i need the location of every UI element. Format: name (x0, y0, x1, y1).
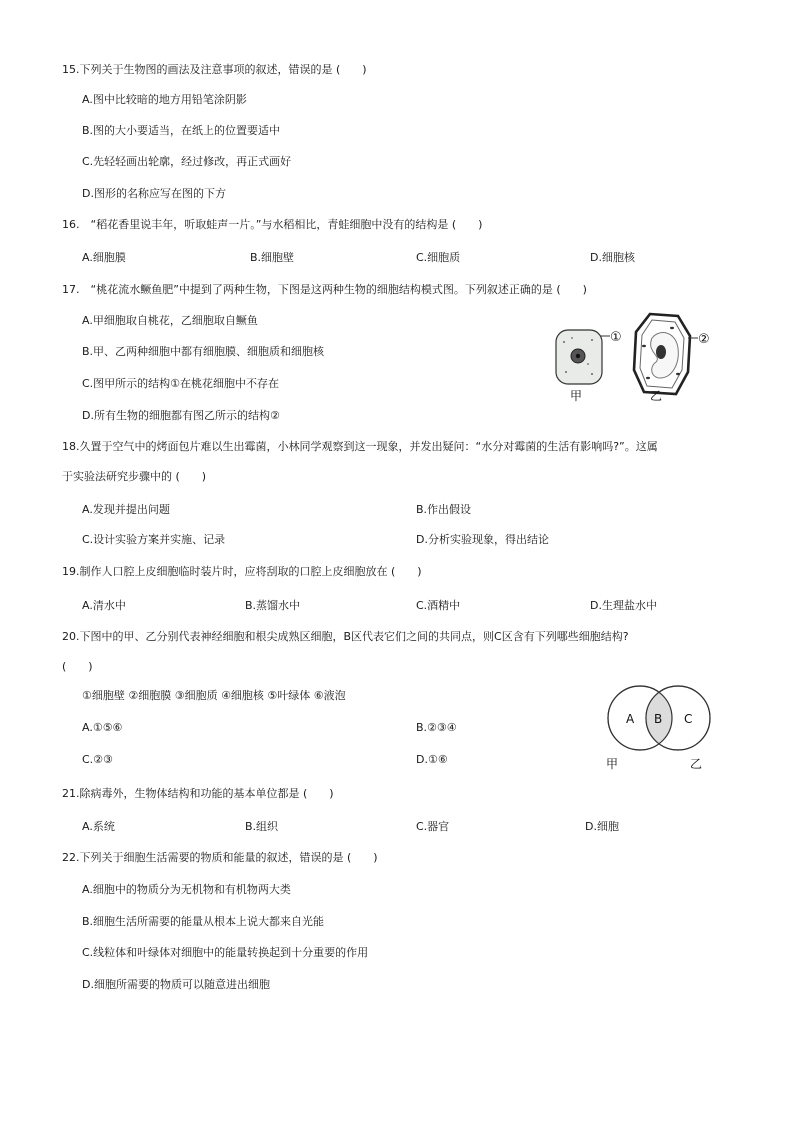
q16-option-a: A.细胞膜 (82, 251, 126, 264)
q20-stem-line2: ( ) (62, 660, 93, 673)
q21-option-b: B.组织 (245, 820, 279, 833)
q17-mark-2: ② (698, 332, 710, 347)
q19-option-c: C.酒精中 (416, 599, 461, 612)
q17-cell-diagram (548, 308, 720, 408)
venn-region-c: C (684, 712, 693, 726)
q18-option-c: C.设计实验方案并实施、记录 (82, 533, 226, 546)
q21-option-d: D.细胞 (585, 820, 619, 833)
venn-label-yi: 乙 (690, 757, 703, 771)
q22-option-b: B.细胞生活所需要的能量从根本上说大都来自光能 (82, 915, 325, 928)
q21-option-a: A.系统 (82, 820, 115, 833)
q22-option-a: A.细胞中的物质分为无机物和有机物两大类 (82, 883, 291, 896)
q19-option-a: A.清水中 (82, 599, 126, 612)
q20-option-a: A.①⑤⑥ (82, 721, 123, 734)
q18-stem-line1: 18.久置于空气中的烤面包片难以生出霉菌，小林同学观察到这一现象，并发出疑问：“水分对霉菌的生活有影响吗?”。这属 (62, 440, 658, 453)
q20-venn-diagram (604, 680, 720, 776)
q20-option-d: D.①⑥ (416, 753, 448, 766)
q15-option-c: C.先轻轻画出轮廓，经过修改，再正式画好 (82, 155, 292, 168)
q20-option-b: B.②③④ (416, 721, 457, 734)
q18-option-a: A.发现并提出问题 (82, 503, 170, 516)
q20-option-c: C.②③ (82, 753, 113, 766)
q21-option-c: C.器官 (416, 820, 450, 833)
q17-label-yi: 乙 (650, 389, 663, 403)
q18-stem-line2: 于实验法研究步骤中的 ( ) (62, 470, 207, 483)
q22-option-d: D.细胞所需要的物质可以随意进出细胞 (82, 978, 270, 991)
q17-label-jia: 甲 (570, 389, 583, 403)
q19-stem: 19.制作人口腔上皮细胞临时装片时，应将刮取的口腔上皮细胞放在 ( ) (62, 565, 422, 578)
q22-option-c: C.线粒体和叶绿体对细胞中的能量转换起到十分重要的作用 (82, 946, 369, 959)
q15-stem: 15.下列关于生物图的画法及注意事项的叙述，错误的是 ( ) (62, 63, 367, 76)
q17-option-d: D.所有生物的细胞都有图乙所示的结构② (82, 409, 280, 422)
q22-stem: 22.下列关于细胞生活需要的物质和能量的叙述，错误的是 ( ) (62, 851, 378, 864)
venn-label-jia: 甲 (606, 757, 619, 771)
q17-option-a: A.甲细胞取自桃花，乙细胞取自鳜鱼 (82, 314, 258, 327)
q17-stem: 17. “桃花流水鳜鱼肥”中提到了两种生物，下图是这两种生物的细胞结构模式图。下列叙述正确的是 ( ) (62, 283, 587, 296)
q15-option-a: A.图中比较暗的地方用铅笔涂阴影 (82, 93, 247, 106)
q21-stem: 21.除病毒外，生物体结构和功能的基本单位都是 ( ) (62, 787, 334, 800)
q16-option-d: D.细胞核 (590, 251, 635, 264)
q18-option-b: B.作出假设 (416, 503, 472, 516)
venn-region-a: A (626, 712, 635, 726)
q19-option-b: B.蒸馏水中 (245, 599, 301, 612)
q17-option-b: B.甲、乙两种细胞中都有细胞膜、细胞质和细胞核 (82, 345, 325, 358)
q16-stem: 16. “稻花香里说丰年，听取蛙声一片。”与水稻相比，青蛙细胞中没有的结构是 ( ) (62, 218, 483, 231)
q15-option-b: B.图的大小要适当，在纸上的位置要适中 (82, 124, 281, 137)
venn-region-b: B (654, 712, 663, 726)
q17-mark-1: ① (610, 330, 622, 345)
plant-cell-nucleus (656, 345, 666, 359)
q18-option-d: D.分析实验现象，得出结论 (416, 533, 549, 546)
q17-option-c: C.图甲所示的结构①在桃花细胞中不存在 (82, 377, 280, 390)
q20-items: ①细胞壁 ②细胞膜 ③细胞质 ④细胞核 ⑤叶绿体 ⑥液泡 (82, 689, 346, 702)
q16-option-c: C.细胞质 (416, 251, 461, 264)
q19-option-d: D.生理盐水中 (590, 599, 657, 612)
q20-stem-line1: 20.下图中的甲、乙分别代表神经细胞和根尖成熟区细胞，B区代表它们之间的共同点，则C区含有下列哪些细胞结构? (62, 630, 629, 643)
q16-option-b: B.细胞壁 (250, 251, 295, 264)
q15-option-d: D.图形的名称应写在图的下方 (82, 187, 226, 200)
